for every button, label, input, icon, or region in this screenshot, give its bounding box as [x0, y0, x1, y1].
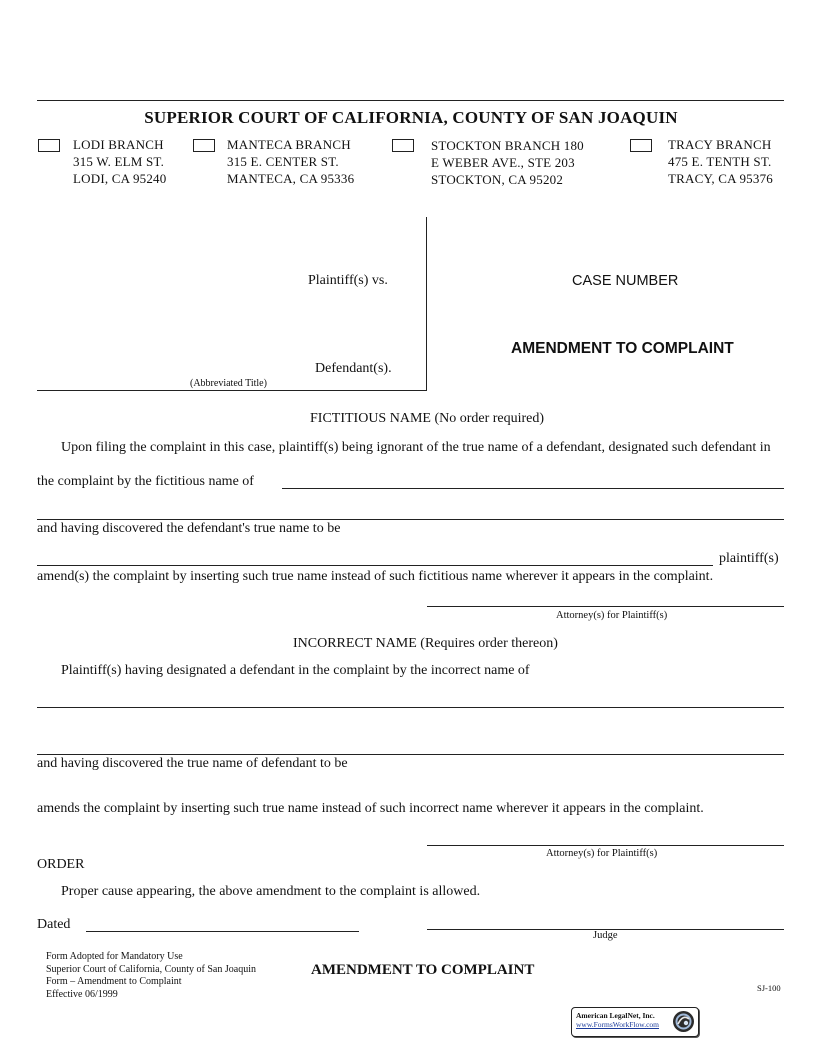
branch-city: MANTECA, CA 95336: [227, 171, 355, 186]
manteca-branch-address: [227, 136, 354, 187]
branch-street: 315 E. CENTER ST.: [227, 154, 339, 169]
fictitious-name-field-2[interactable]: [37, 519, 784, 520]
incorrect-text-1: Plaintiff(s) having designated a defendant in the complaint by the incorrect name of: [61, 663, 530, 678]
logo-company-name: American LegalNet, Inc.: [576, 1011, 655, 1020]
tracy-branch-checkbox[interactable]: [630, 139, 652, 152]
branch-city: STOCKTON, CA 95202: [431, 172, 564, 187]
branch-street: E WEBER AVE., STE 203: [431, 155, 575, 170]
lodi-branch-checkbox[interactable]: [38, 139, 60, 152]
court-title: SUPERIOR COURT OF CALIFORNIA, COUNTY OF SAN JOAQUIN: [144, 108, 678, 127]
abbreviated-title-label: (Abbreviated Title): [190, 378, 267, 389]
footer-form-info: [46, 951, 256, 1001]
incorrect-name-heading: INCORRECT NAME (Requires order thereon): [293, 636, 558, 651]
top-rule: [37, 100, 784, 101]
branch-street: 315 W. ELM ST.: [73, 154, 165, 169]
attorney-label-2: Attorney(s) for Plaintiff(s): [546, 848, 658, 859]
branch-name: TRACY BRANCH: [668, 137, 772, 152]
branch-name: LODI BRANCH: [73, 137, 164, 152]
caption-divider: [426, 217, 427, 391]
form-title: AMENDMENT TO COMPLAINT: [511, 340, 734, 357]
footer-line: Form – Amendment to Complaint: [46, 976, 182, 987]
branch-name: MANTECA BRANCH: [227, 137, 351, 152]
tracy-branch-address: [668, 136, 773, 187]
branch-name: STOCKTON BRANCH 180: [431, 138, 584, 153]
footer-line: Effective 06/1999: [46, 988, 118, 1000]
plaintiff-label: Plaintiff(s) vs.: [308, 273, 388, 288]
form-code: SJ-100: [757, 983, 781, 993]
footer-line: Superior Court of California, County of San Joaquin: [46, 963, 256, 975]
stockton-branch-checkbox[interactable]: [392, 139, 414, 152]
branch-city: TRACY, CA 95376: [668, 171, 773, 186]
branch-city: LODI, CA 95240: [73, 171, 167, 186]
case-number-label: CASE NUMBER: [572, 273, 679, 289]
fictitious-text-1: Upon filing the complaint in this case, plaintiff(s) being ignorant of the true name of a defendant, designated such defendant in: [61, 440, 771, 455]
caption-bottom-rule: [37, 390, 426, 391]
fictitious-text-4: amend(s) the complaint by inserting such true name instead of such fictitious name wherever it appears in the complaint.: [37, 569, 714, 584]
defendant-label: Defendant(s).: [315, 361, 392, 376]
attorney-label-1: Attorney(s) for Plaintiff(s): [556, 610, 668, 621]
globe-icon: [672, 1010, 695, 1033]
logo-website-link[interactable]: www.FormsWorkFlow.com: [576, 1020, 660, 1029]
footer-form-title: AMENDMENT TO COMPLAINT: [311, 962, 535, 978]
legalnet-logo[interactable]: [571, 1007, 699, 1037]
incorrect-name-field[interactable]: [37, 707, 784, 708]
fictitious-name-field[interactable]: [282, 488, 784, 489]
incorrect-text-2: and having discovered the true name of defendant to be: [37, 756, 348, 771]
fictitious-text-2: the complaint by the fictitious name of: [37, 474, 254, 489]
incorrect-text-3: amends the complaint by inserting such true name instead of such incorrect name wherever it appears in the complaint.: [37, 801, 704, 816]
incorrect-name-field-2[interactable]: [37, 754, 784, 755]
date-field[interactable]: [86, 931, 359, 932]
lodi-branch-address: [73, 136, 166, 187]
stockton-branch-address: [431, 137, 584, 188]
judge-label: Judge: [593, 930, 618, 941]
attorney-signature-line-2[interactable]: [427, 845, 784, 846]
footer-line: Form Adopted for Mandatory Use: [46, 951, 183, 962]
fictitious-text-3: and having discovered the defendant's true name to be: [37, 521, 341, 536]
dated-label: Dated: [37, 917, 71, 932]
order-heading: ORDER: [37, 857, 85, 872]
manteca-branch-checkbox[interactable]: [193, 139, 215, 152]
fictitious-name-heading: FICTITIOUS NAME (No order required): [310, 411, 545, 426]
attorney-signature-line-1[interactable]: [427, 606, 784, 607]
plaintiffs-label: plaintiff(s): [719, 551, 779, 566]
branch-street: 475 E. TENTH ST.: [668, 154, 772, 169]
true-name-field[interactable]: [37, 565, 713, 566]
order-text: Proper cause appearing, the above amendment to the complaint is allowed.: [61, 884, 481, 899]
